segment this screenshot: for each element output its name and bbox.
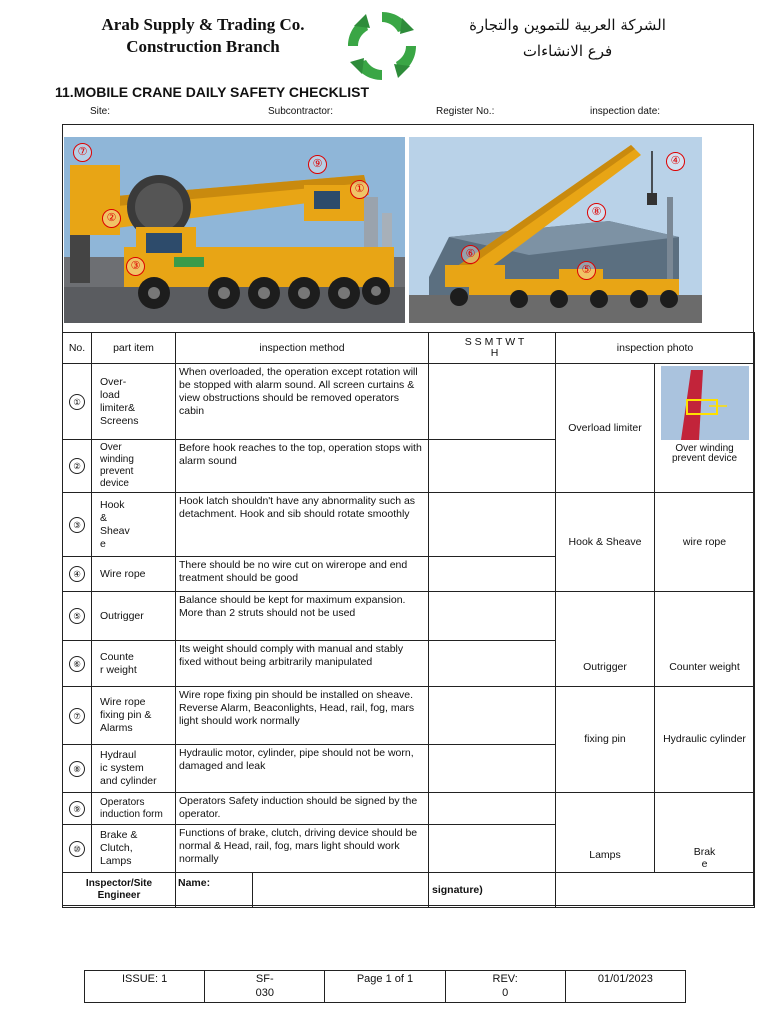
header-no: No. bbox=[63, 333, 92, 364]
row-part: Outrigger bbox=[92, 592, 176, 641]
checklist-table bbox=[62, 332, 755, 908]
row-number: ⑨ bbox=[69, 801, 85, 817]
photo-label-lamps: Lamps bbox=[556, 793, 655, 873]
day-check-cell[interactable] bbox=[429, 793, 556, 825]
row-number: ⑤ bbox=[69, 608, 85, 624]
row-part: Counte r weight bbox=[92, 641, 176, 687]
day-check-cell[interactable] bbox=[429, 592, 556, 641]
row-number: ⑥ bbox=[69, 656, 85, 672]
row-method: Its weight should comply with manual and stably fixed without being arbitrarily manipulated bbox=[176, 641, 429, 687]
subcontractor-label: Subcontractor: bbox=[268, 106, 334, 117]
over-winding-photo bbox=[661, 366, 749, 440]
marker-8: ⑧ bbox=[587, 203, 606, 222]
row-number: ③ bbox=[69, 517, 85, 533]
row-part: Over winding prevent device bbox=[92, 440, 176, 493]
day-check-cell[interactable] bbox=[429, 493, 556, 557]
inspection-date-label: inspection date: bbox=[590, 106, 661, 117]
row-method: Before hook reaches to the top, operation stops with alarm sound bbox=[176, 440, 429, 493]
row-method: Balance should be kept for maximum expansion. More than 2 struts should not be used bbox=[176, 592, 429, 641]
row-part: Hydraul ic system and cylinder bbox=[92, 745, 176, 793]
row-method: There should be no wire cut on wirerope and end treatment should be good bbox=[176, 557, 429, 592]
table-row bbox=[63, 687, 755, 745]
table-row bbox=[63, 793, 755, 825]
header-photo: inspection photo bbox=[556, 333, 755, 364]
row-method: Hydraulic motor, cylinder, pipe should not be worn, damaged and leak bbox=[176, 745, 429, 793]
row-number: ⑩ bbox=[69, 841, 85, 857]
row-method: Wire rope fixing pin should be installed on sheave. Reverse Alarm, Beaconlights, Head, rail, fog, mars light should work normally bbox=[176, 687, 429, 745]
marker-4: ④ bbox=[666, 152, 685, 171]
marker-7: ⑦ bbox=[73, 143, 92, 162]
company-name-ar-line1: الشركة العربية للتموين والتجارة bbox=[469, 16, 666, 34]
table-row bbox=[63, 364, 755, 440]
day-check-cell[interactable] bbox=[429, 364, 556, 440]
table-footer-row bbox=[63, 873, 755, 908]
marker-9: ⑨ bbox=[308, 155, 327, 174]
name-field[interactable] bbox=[253, 873, 428, 907]
day-check-cell[interactable] bbox=[429, 440, 556, 493]
page-cell: Page 1 of 1 bbox=[325, 971, 445, 1003]
form-code-cell: SF- 030 bbox=[205, 971, 325, 1003]
row-number: ⑦ bbox=[69, 708, 85, 724]
photo-label-brake: Brak e bbox=[655, 793, 755, 873]
day-check-cell[interactable] bbox=[429, 641, 556, 687]
row-number: ① bbox=[69, 394, 85, 410]
company-name-en-line1: Arab Supply & Trading Co. bbox=[101, 15, 305, 34]
over-winding-photo-cell bbox=[655, 364, 755, 493]
inspector-label: Inspector/Site Engineer bbox=[63, 873, 176, 908]
day-check-cell[interactable] bbox=[429, 687, 556, 745]
day-check-cell[interactable] bbox=[429, 825, 556, 873]
document-footer bbox=[84, 970, 686, 1003]
company-name-ar-line2: فرع الانشاءات bbox=[522, 42, 613, 60]
photo-label-hydraulic-cylinder: Hydraulic cylinder bbox=[655, 687, 755, 793]
company-name-ar bbox=[460, 12, 675, 64]
photo-label-outrigger: Outrigger bbox=[556, 592, 655, 687]
row-part: Brake & Clutch, Lamps bbox=[92, 825, 176, 873]
row-method: Hook latch shouldn't have any abnormality such as detachment. Hook and sib should rotate smoothly bbox=[176, 493, 429, 557]
issue-cell: ISSUE: 1 bbox=[85, 971, 205, 1003]
day-check-cell[interactable] bbox=[429, 745, 556, 793]
marker-2: ② bbox=[102, 209, 121, 228]
register-no-label: Register No.: bbox=[436, 106, 495, 117]
marker-6: ⑥ bbox=[461, 245, 480, 264]
row-part: Wire rope bbox=[92, 557, 176, 592]
site-label: Site: bbox=[90, 106, 111, 117]
row-number: ⑧ bbox=[69, 761, 85, 777]
header-method: inspection method bbox=[176, 333, 429, 364]
photo-label-over-winding: Over winding prevent device bbox=[671, 443, 738, 464]
header-part-item: part item bbox=[92, 333, 176, 364]
row-method: Functions of brake, clutch, driving device should be normal & Head, rail, fog, mars light should work normally bbox=[176, 825, 429, 873]
company-logo-icon bbox=[344, 8, 420, 84]
name-label: Name: bbox=[176, 873, 253, 907]
rev-cell: REV: 0 bbox=[445, 971, 565, 1003]
date-cell: 01/01/2023 bbox=[565, 971, 685, 1003]
signature-field[interactable] bbox=[556, 873, 755, 908]
photo-label-counter-weight: Counter weight bbox=[655, 592, 755, 687]
row-part: Wire rope fixing pin & Alarms bbox=[92, 687, 176, 745]
photo-label-wire-rope: wire rope bbox=[655, 493, 755, 592]
crane-photo-right bbox=[409, 137, 702, 323]
row-part: Hook & Sheav e bbox=[92, 493, 176, 557]
row-method: When overloaded, the operation except rotation will be stopped with alarm sound. All screen curtains & view obstructions should be removed operators cabin bbox=[176, 364, 429, 440]
header-days: S S M T W T H bbox=[429, 333, 556, 364]
company-name-en-line2: Construction Branch bbox=[126, 37, 280, 56]
table-row bbox=[63, 592, 755, 641]
row-number: ② bbox=[69, 458, 85, 474]
photo-label-fixing-pin: fixing pin bbox=[556, 687, 655, 793]
row-part: Operators induction form bbox=[92, 793, 176, 825]
company-name-en bbox=[88, 14, 318, 58]
marker-5: ⑤ bbox=[577, 261, 596, 280]
signature-label: signature) bbox=[429, 873, 556, 908]
day-check-cell[interactable] bbox=[429, 557, 556, 592]
row-method: Operators Safety induction should be signed by the operator. bbox=[176, 793, 429, 825]
checklist-title: 11.MOBILE CRANE DAILY SAFETY CHECKLIST bbox=[55, 84, 370, 100]
photo-label-overload-limiter: Overload limiter bbox=[556, 364, 655, 493]
marker-1: ① bbox=[350, 180, 369, 199]
crane-photo-left bbox=[64, 137, 405, 323]
crane-right-illustration bbox=[409, 137, 702, 323]
table-header-row bbox=[63, 333, 755, 364]
row-number: ④ bbox=[69, 566, 85, 582]
photo-label-hook-sheave: Hook & Sheave bbox=[556, 493, 655, 592]
crane-left-illustration bbox=[64, 137, 405, 323]
table-row bbox=[63, 493, 755, 557]
row-part: Over- load limiter& Screens bbox=[92, 364, 176, 440]
marker-3: ③ bbox=[126, 257, 145, 276]
